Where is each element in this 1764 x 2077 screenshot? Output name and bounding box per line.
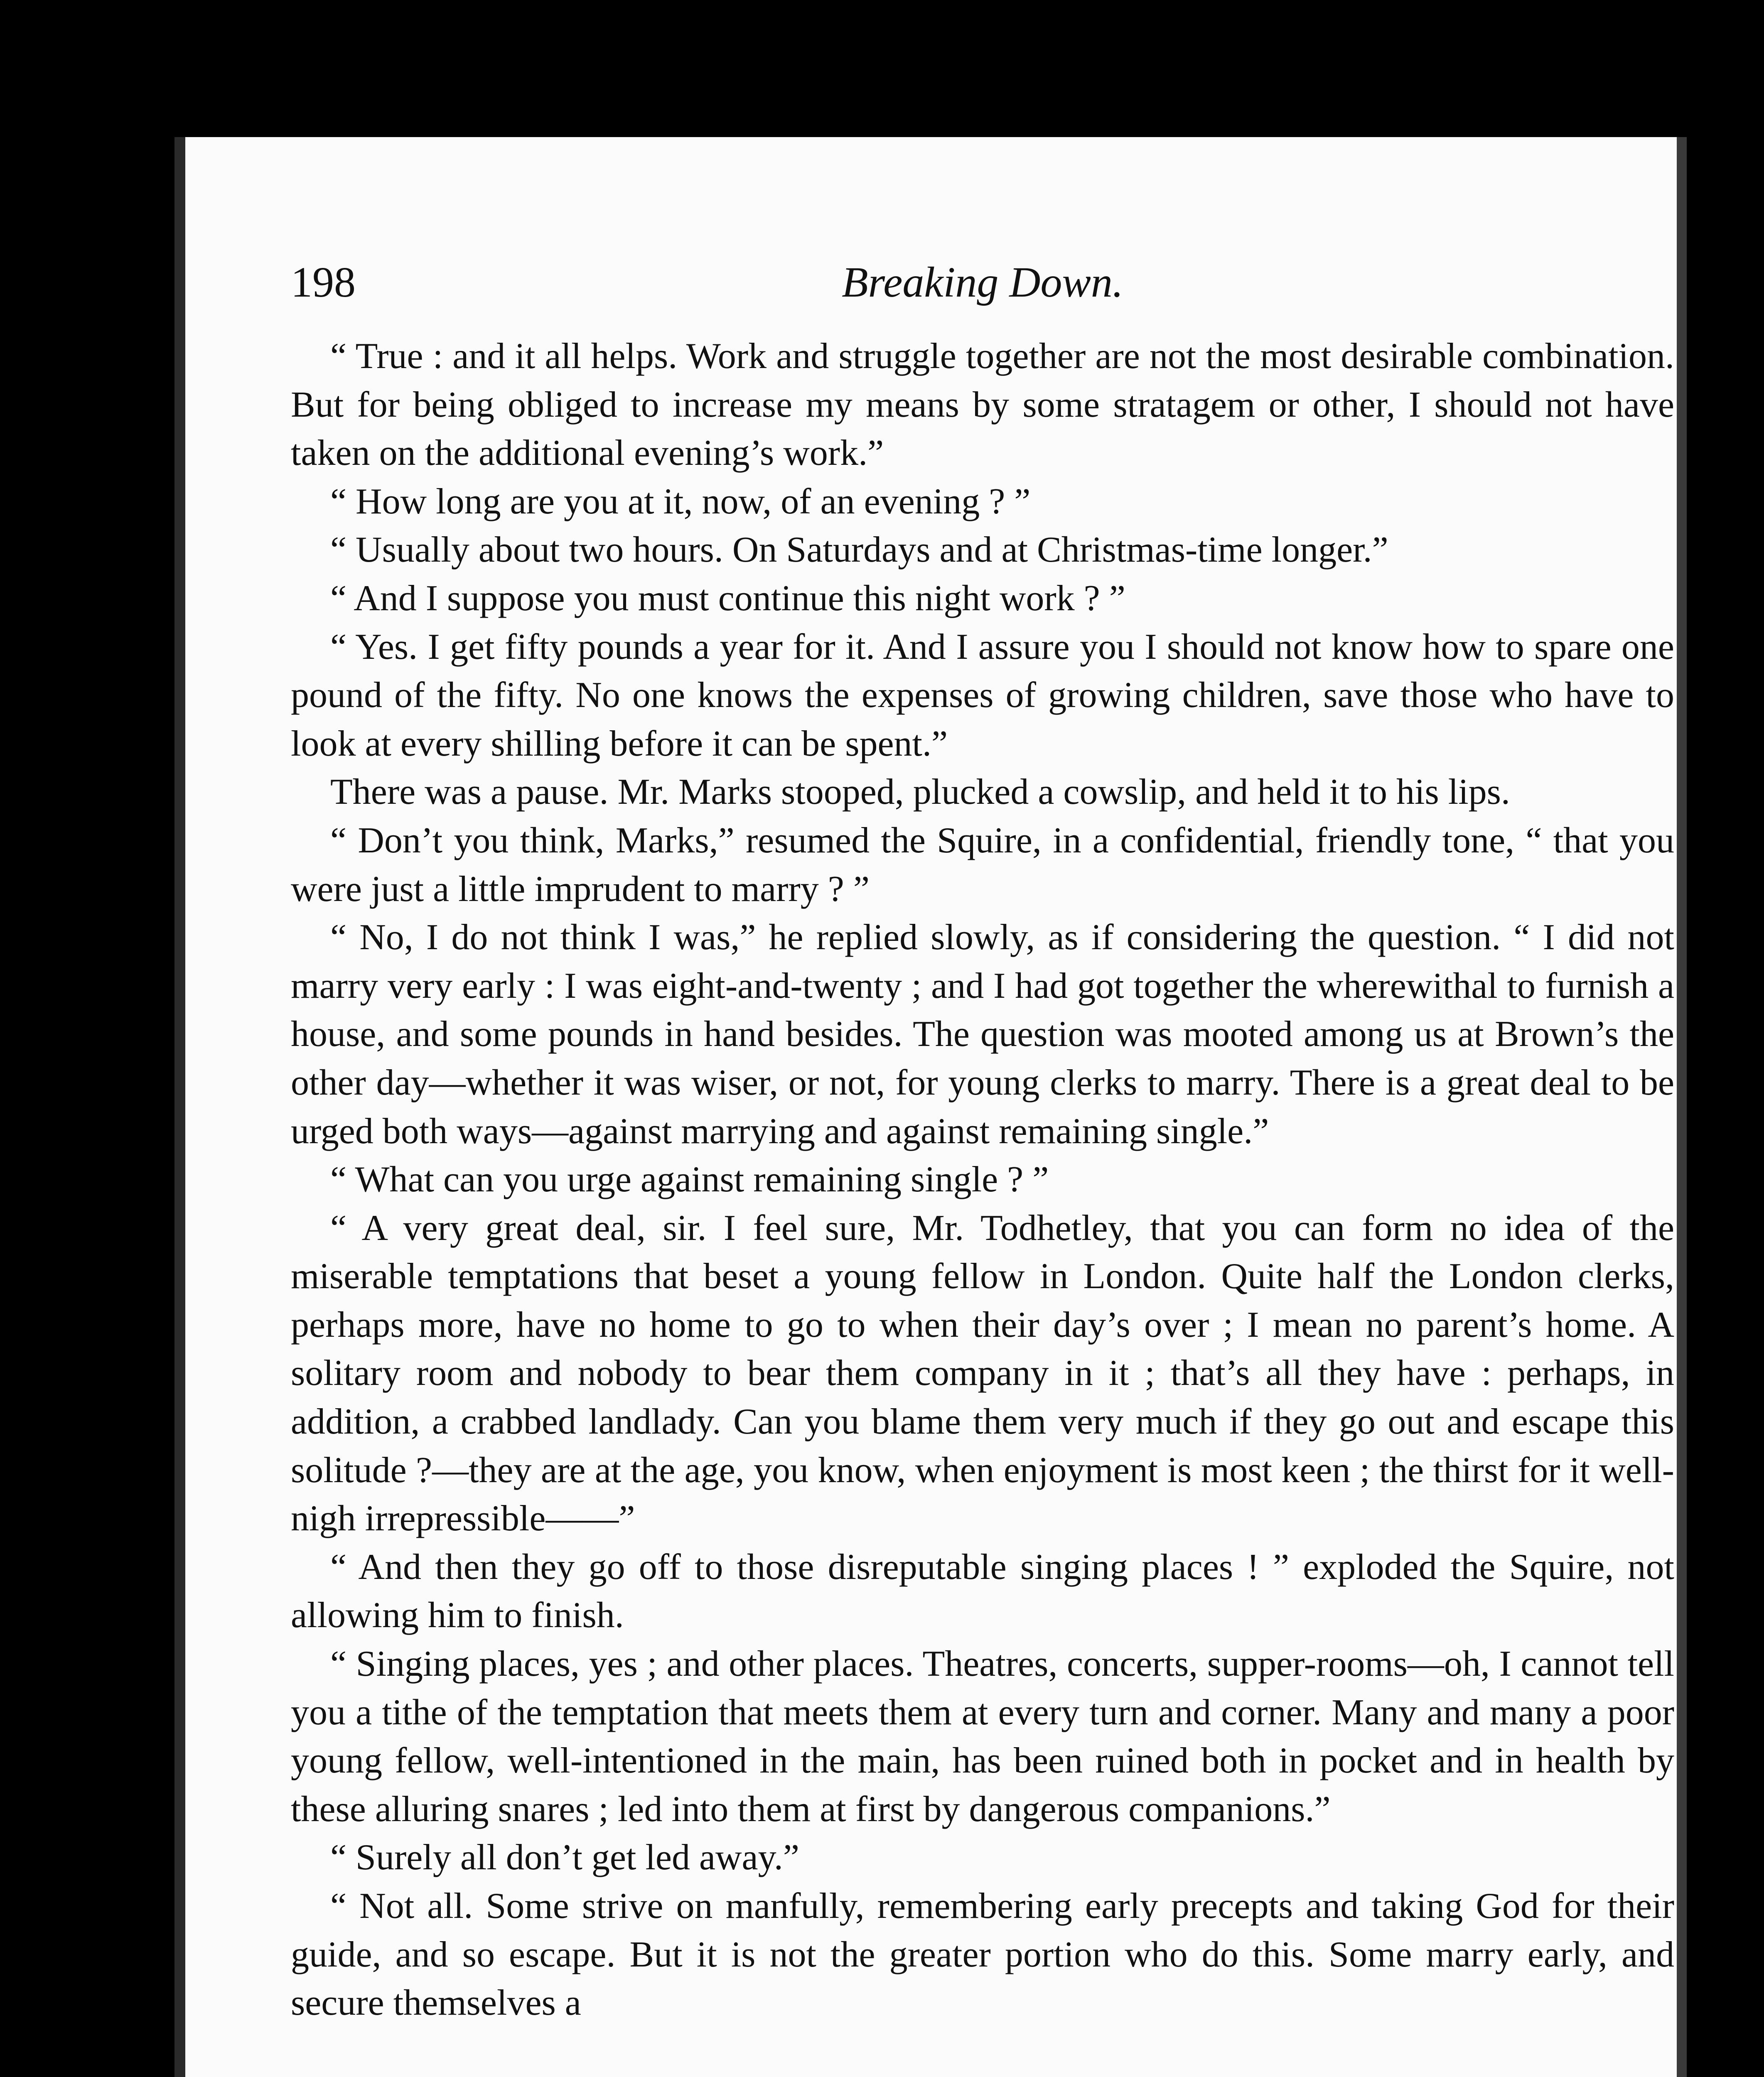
body-text: [291, 332, 1674, 2028]
paragraph: “ How long are you at it, now, of an evening ? ”: [330, 481, 1031, 522]
paragraph: “ No, I do not think I was,” he replied slowly, as if considering the question. “ I did not marry very early : I was eight-and-twenty ; and I had got together the wherewithal to furnish a house, and some pounds in hand besides. The question was mooted among us at Brown’s the other day—whether it was wiser, or not, for young clerks to marry. There is a great deal to be urged both ways—against marrying and against remaining single.”: [291, 917, 1674, 1151]
paragraph: “ True : and it all helps. Work and struggle together are not the most desirable combination. But for being obliged to increase my means by some stratagem or other, I should not have taken on the additional evening’s work.”: [291, 336, 1674, 474]
running-head: Breaking Down.: [842, 258, 1123, 306]
paragraph: “ What can you urge against remaining single ? ”: [330, 1159, 1049, 1200]
page-number: 198: [291, 258, 356, 306]
paragraph: “ And I suppose you must continue this night work ? ”: [330, 578, 1125, 619]
paragraph: “ Not all. Some strive on manfully, remembering early precepts and taking God for their guide, and so escape. But it is not the greater portion who do this. Some marry early, and secure themselves a: [291, 1886, 1674, 2023]
paragraph: “ A very great deal, sir. I feel sure, Mr. Todhetley, that you can form no idea of the miserable temptations that beset a young fellow in London. Quite half the London clerks, perhaps more, have no home to go to when their day’s over ; I mean no parent’s home. A solitary room and nobody to bear them company in it ; that’s all they have : perhaps, in addition, a crabbed landlady. Can you blame them very much if they go out and escape this solitude ?—they are at the age, you know, when enjoyment is most keen ; the thirst for it well-nigh irrepressible——”: [291, 1208, 1674, 1539]
paragraph: “ Don’t you think, Marks,” resumed the Squire, in a confidential, friendly tone, “ that you were just a little imprudent to marry ? ”: [291, 820, 1674, 909]
page-right-edge: [1677, 137, 1687, 2077]
paragraph: There was a pause. Mr. Marks stooped, plucked a cowslip, and held it to his lips.: [330, 772, 1510, 813]
paragraph: “ Usually about two hours. On Saturdays and at Christmas-time longer.”: [330, 530, 1388, 570]
page-header: [291, 258, 1674, 307]
paragraph: “ Yes. I get fifty pounds a year for it. And I assure you I should not know how to spare one pound of the fifty. No one knows the expenses of growing children, save those who have to look at every shilling before it can be spent.”: [291, 626, 1674, 764]
paragraph: “ Surely all don’t get led away.”: [330, 1837, 799, 1878]
book-page: [174, 137, 1687, 2077]
paragraph: “ And then they go off to those disreputable singing places ! ” exploded the Squire, not allowing him to finish.: [291, 1547, 1674, 1636]
page-gutter-edge: [174, 137, 185, 2077]
paragraph: “ Singing places, yes ; and other places. Theatres, concerts, supper-rooms—oh, I cannot tell you a tithe of the temptation that meets them at every turn and corner. Many and many a poor young fellow, well-intentioned in the main, has been ruined both in pocket and in health by these alluring snares ; led into them at first by dangerous companions.”: [291, 1644, 1674, 1829]
